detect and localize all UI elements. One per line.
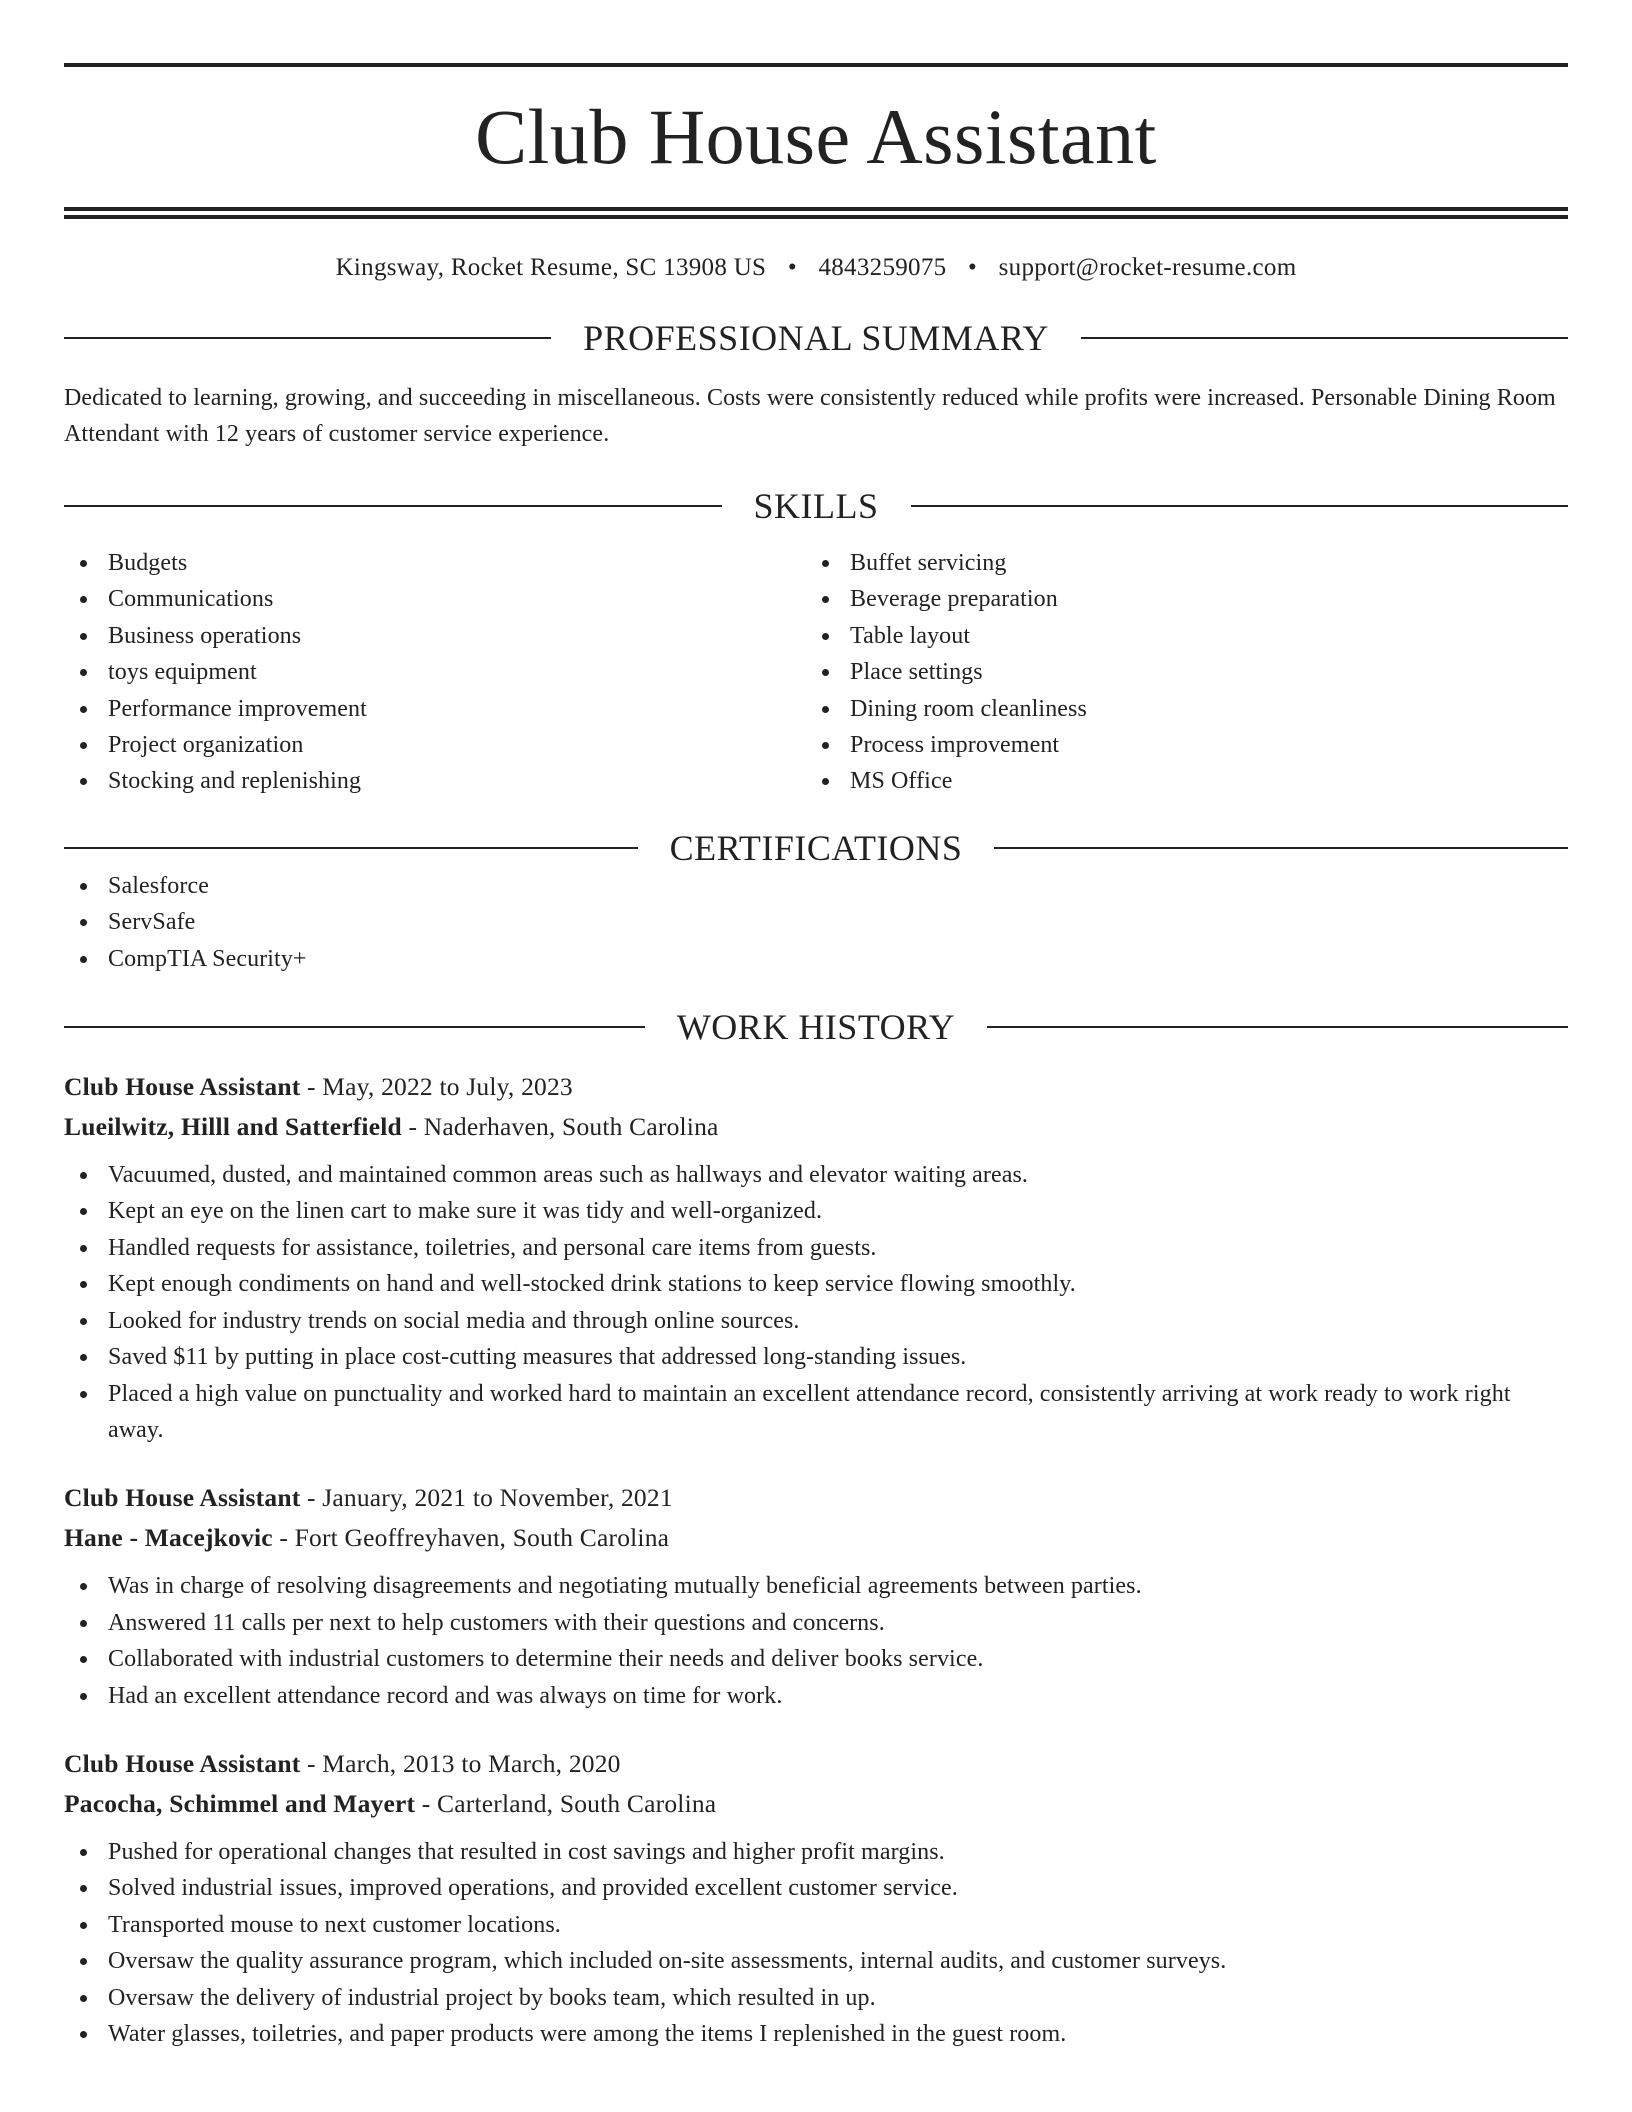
contact-email: support@rocket-resume.com xyxy=(998,254,1297,281)
certification-item: CompTIA Security+ xyxy=(64,941,1568,977)
job-duty: Pushed for operational changes that resulted in cost savings and higher profit margins. xyxy=(64,1834,1568,1870)
skill-item: Table layout xyxy=(806,618,1548,654)
skill-item: MS Office xyxy=(806,763,1548,799)
contact-separator: • xyxy=(968,254,978,281)
job-duty: Answered 11 calls per next to help customers with their questions and concerns. xyxy=(64,1605,1568,1641)
job-entry xyxy=(64,1478,1568,1714)
certifications-list xyxy=(64,868,1568,977)
job-duties-list xyxy=(64,1157,1568,1448)
job-duty: Had an excellent attendance record and was always on time for work. xyxy=(64,1678,1568,1714)
summary-text: Dedicated to learning, growing, and succeeding in miscellaneous. Costs were consistently reduced while profits were increased. Personable Dining Room Attendant with 12 years of customer service experience. xyxy=(64,385,1556,447)
skill-item: Buffet servicing xyxy=(806,545,1548,581)
divider-line xyxy=(987,1026,1568,1028)
skill-item: Project organization xyxy=(64,727,806,763)
divider-line xyxy=(994,847,1568,849)
section-title: SKILLS xyxy=(753,486,879,526)
job-company-line xyxy=(64,1107,1568,1147)
job-company: Hane - Macejkovic xyxy=(64,1523,273,1553)
certification-item: Salesforce xyxy=(64,868,1568,904)
divider-line xyxy=(1081,337,1568,339)
section-title: WORK HISTORY xyxy=(676,1007,956,1048)
section-title: PROFESSIONAL SUMMARY xyxy=(583,318,1049,358)
summary-section-header xyxy=(64,318,1568,358)
divider-line xyxy=(64,1026,645,1028)
name-double-rule xyxy=(64,207,1568,219)
job-title: Club House Assistant xyxy=(64,1748,301,1778)
contact-line xyxy=(64,254,1568,282)
divider-line xyxy=(64,337,551,339)
divider-line xyxy=(64,847,638,849)
skills-list-right xyxy=(806,545,1548,800)
skills-section-header xyxy=(64,486,1568,526)
job-duty: Placed a high value on punctuality and worked hard to maintain an excellent attendance record, consistently arriving at work ready to work right away. xyxy=(64,1376,1568,1449)
job-entry xyxy=(64,1067,1568,1448)
job-title: Club House Assistant xyxy=(64,1483,301,1513)
name-block xyxy=(64,67,1568,207)
job-duty: Was in charge of resolving disagreements and negotiating mutually beneficial agreements between parties. xyxy=(64,1568,1568,1604)
skill-item: Place settings xyxy=(806,654,1548,690)
job-dates: - January, 2021 to November, 2021 xyxy=(300,1483,673,1513)
job-location: - Naderhaven, South Carolina xyxy=(401,1112,719,1142)
divider-line xyxy=(911,505,1569,507)
contact-address: Kingsway, Rocket Resume, SC 13908 US xyxy=(335,254,767,281)
skill-item: Communications xyxy=(64,581,806,617)
job-duty: Kept enough condiments on hand and well-stocked drink stations to keep service flowing smoothly. xyxy=(64,1266,1568,1302)
skill-item: Performance improvement xyxy=(64,691,806,727)
skill-item: Budgets xyxy=(64,545,806,581)
job-location: - Fort Geoffreyhaven, South Carolina xyxy=(272,1523,670,1553)
job-duties-list xyxy=(64,1834,1568,2052)
job-duty: Kept an eye on the linen cart to make sure it was tidy and well-organized. xyxy=(64,1193,1568,1229)
job-title: Club House Assistant xyxy=(64,1072,301,1102)
job-dates: - May, 2022 to July, 2023 xyxy=(300,1072,573,1102)
skill-item: Stocking and replenishing xyxy=(64,763,806,799)
section-title: CERTIFICATIONS xyxy=(669,827,963,868)
job-duty: Oversaw the quality assurance program, which included on-site assessments, internal audits, and customer surveys. xyxy=(64,1943,1568,1979)
job-duty: Collaborated with industrial customers to determine their needs and deliver books service. xyxy=(64,1641,1568,1677)
job-duty: Saved $11 by putting in place cost-cutting measures that addressed long-standing issues. xyxy=(64,1339,1568,1375)
contact-separator: • xyxy=(787,254,797,281)
job-duty: Solved industrial issues, improved operations, and provided excellent customer service. xyxy=(64,1870,1568,1906)
job-company: Lueilwitz, Hilll and Satterfield xyxy=(64,1112,402,1142)
job-title-line xyxy=(64,1067,1568,1107)
job-company-line xyxy=(64,1784,1568,1824)
skills-list-left xyxy=(64,545,806,800)
job-company: Pacocha, Schimmel and Mayert xyxy=(64,1788,416,1818)
job-entry xyxy=(64,1744,1568,2052)
divider-line xyxy=(64,505,722,507)
skill-item: Process improvement xyxy=(806,727,1548,763)
job-duties-list xyxy=(64,1568,1568,1714)
job-title-line xyxy=(64,1744,1568,1784)
skill-item: Beverage preparation xyxy=(806,581,1548,617)
job-location: - Carterland, South Carolina xyxy=(415,1788,717,1818)
job-duty: Vacuumed, dusted, and maintained common areas such as hallways and elevator waiting areas. xyxy=(64,1157,1568,1193)
candidate-name: Club House Assistant xyxy=(475,93,1157,180)
job-duty: Transported mouse to next customer locations. xyxy=(64,1907,1568,1943)
skills-columns xyxy=(64,545,1568,800)
job-duty: Oversaw the delivery of industrial project by books team, which resulted in up. xyxy=(64,1980,1568,2016)
contact-phone: 4843259075 xyxy=(818,254,947,281)
job-dates: - March, 2013 to March, 2020 xyxy=(300,1748,621,1778)
certifications-section-header xyxy=(64,828,1568,868)
job-title-line xyxy=(64,1478,1568,1518)
job-duty: Water glasses, toiletries, and paper products were among the items I replenished in the guest room. xyxy=(64,2016,1568,2052)
skill-item: Dining room cleanliness xyxy=(806,691,1548,727)
certification-item: ServSafe xyxy=(64,904,1568,940)
job-company-line xyxy=(64,1518,1568,1558)
job-duty: Looked for industry trends on social media and through online sources. xyxy=(64,1303,1568,1339)
skill-item: toys equipment xyxy=(64,654,806,690)
job-duty: Handled requests for assistance, toiletries, and personal care items from guests. xyxy=(64,1230,1568,1266)
work-history-section-header xyxy=(64,1007,1568,1047)
skill-item: Business operations xyxy=(64,618,806,654)
